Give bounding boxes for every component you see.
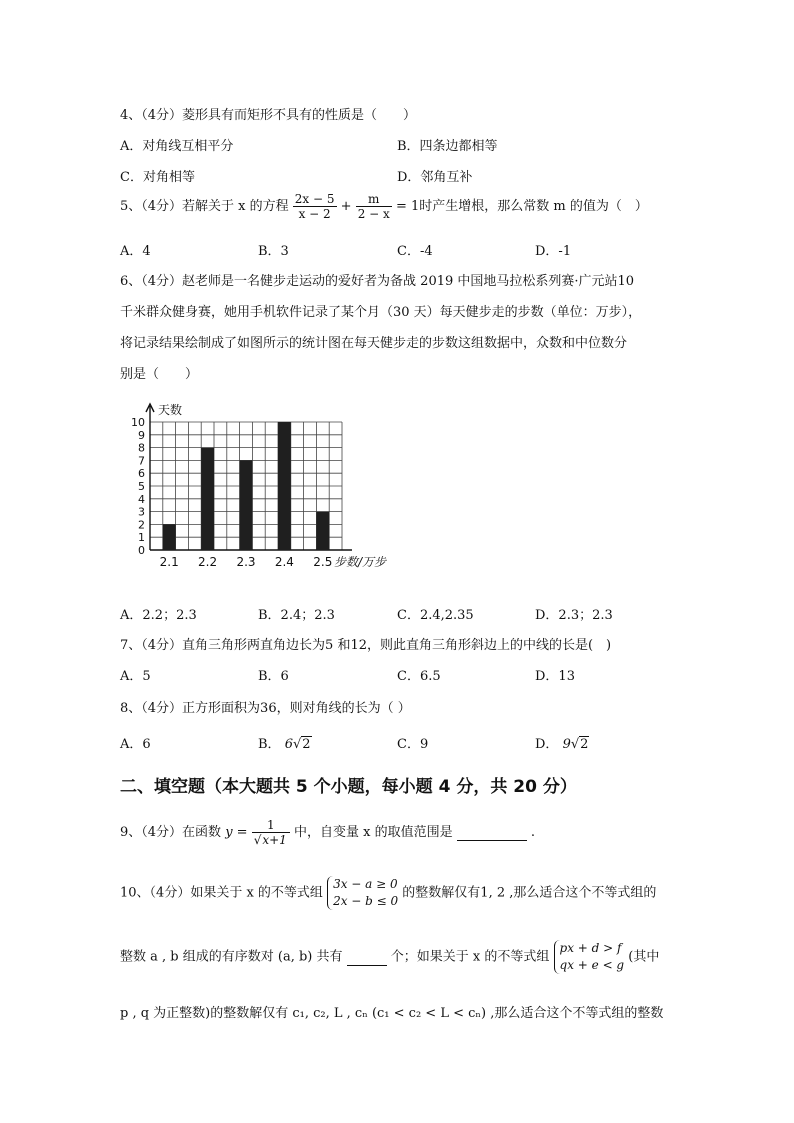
q9-answer-blank[interactable] (457, 825, 527, 841)
q9-pre: 9、（4分）在函数 (120, 825, 222, 840)
q6-option-d: D．2.3；2.3 (535, 608, 613, 623)
y-tick-label: 8 (138, 441, 145, 455)
q9-post: 中，自变量 x 的取值范围是 (293, 825, 453, 840)
q9-y: y = (225, 825, 248, 840)
q10-line-2 (120, 940, 659, 974)
q10-system-1-row-1: 3x − a ≥ 0 (333, 877, 398, 891)
y-tick-label: 0 (138, 544, 145, 557)
q4-option-d: D．邻角互补 (397, 170, 473, 185)
q10-system-2-row-2: qx + e < g (559, 958, 625, 972)
q4-option-c: C．对角相等 (120, 170, 195, 185)
q8-stem: 8、（4分）正方形面积为36，则对角线的长为（ ） (120, 701, 411, 716)
x-tick-label: 2.4 (274, 555, 294, 569)
q6-line-1: 6、（4分）赵老师是一名健步走运动的爱好者为备战 2019 中国地马拉松系列赛·广元站10 (120, 274, 635, 289)
q8-option-b: B． 6√2 (258, 737, 311, 752)
q4-stem: 4、（4分）菱形具有而矩形不具有的性质是（ ） (120, 108, 417, 123)
q9-radicand: x+1 (262, 833, 287, 847)
q10-line-2-post: (其中 (628, 949, 660, 965)
q9-end: . (530, 825, 535, 840)
q10-line-3: p , q 为正整数)的整数解仅有 c₁, c₂, L , cₙ (c₁ < c₂ < L < cₙ) ,那么适合这个不等式组的整数 (120, 1006, 664, 1021)
y-tick-label: 6 (138, 467, 145, 481)
q10-line-2-mid: 个；如果关于 x 的不等式组 (390, 949, 550, 965)
q4-option-b: B．四条边都相等 (397, 139, 498, 154)
y-tick-label: 4 (138, 492, 145, 506)
q7-option-b: B．6 (258, 669, 289, 684)
q5-fraction-2-num: m (356, 192, 392, 207)
q8-option-b-label: B． (258, 737, 281, 752)
q10-system-2-row-1: px + d > f (559, 941, 622, 955)
y-tick-label: 1 (138, 531, 145, 545)
q5-fraction-1-den: x − 2 (298, 207, 331, 221)
q5-option-c: C．-4 (397, 244, 433, 259)
q8-option-b-coef: 6 (284, 737, 293, 752)
q8-option-d-coef: 9 (562, 737, 571, 752)
bar-2.5 (316, 512, 329, 550)
q6-line-2: 千米群众健身赛，她用手机软件记录了某个月（30 天）每天健步走的步数（单位：万步）， (120, 305, 642, 320)
q5-fraction-1-num: 2x − 5 (294, 192, 335, 206)
q5-stem-post: = 1时产生增根，那么常数 m 的值为（ ） (395, 199, 648, 214)
q9-fraction (252, 818, 290, 847)
section-2-title: 二、填空题（本大题共 5 个小题，每小题 4 分，共 20 分） (120, 777, 577, 797)
x-tick-label: 2.5 (313, 555, 333, 569)
step-count-bar-chart (130, 398, 387, 580)
y-tick-label: 9 (138, 428, 145, 442)
x-tick-label: 2.3 (236, 555, 256, 569)
q5-fraction-1 (293, 192, 337, 221)
y-tick-label: 3 (138, 505, 145, 519)
q6-line-4: 别是（ ） (120, 367, 199, 382)
y-tick-label: 5 (138, 480, 145, 493)
q7-stem: 7、（4分）直角三角形两直角边长为5 和12，则此直角三角形斜边上的中线的长是( ) (120, 638, 612, 653)
q7-option-d: D．13 (535, 669, 575, 684)
q9-stem (120, 818, 535, 847)
q8-option-b-radicand: 2 (302, 737, 311, 752)
bar-2.4 (278, 422, 291, 550)
bar-2.2 (201, 448, 214, 550)
y-axis-label: 天数 (158, 403, 183, 417)
q10-post-1: 的整数解仅有1, 2 ,那么适合这个不等式组的 (402, 885, 657, 901)
q8-option-d-label: D． (535, 737, 559, 752)
q7-option-a: A．5 (120, 669, 151, 684)
x-tick-label: 2.1 (159, 555, 179, 569)
y-tick-label: 2 (138, 518, 145, 532)
q5-fraction-2-den: 2 − x (357, 207, 390, 221)
q10-line-1 (120, 876, 656, 910)
q6-option-a: A．2.2；2.3 (120, 608, 197, 623)
q10-pre: 10、（4分）如果关于 x 的不等式组 (120, 885, 323, 901)
q8-option-a: A．6 (120, 737, 151, 752)
bar-2.3 (240, 460, 253, 550)
q5-option-b: B．3 (258, 244, 289, 259)
q8-option-c: C．9 (397, 737, 429, 752)
q5-stem (120, 192, 648, 221)
q8-option-d-radicand: 2 (580, 737, 589, 752)
y-tick-label: 7 (138, 454, 145, 468)
q7-option-c: C．6.5 (397, 669, 441, 684)
q4-option-a: A．对角线互相平分 (120, 139, 234, 154)
x-tick-label: 2.2 (198, 555, 218, 569)
q10-system-1-row-2: 2x − b ≤ 0 (333, 894, 399, 908)
q5-plus: + (340, 199, 352, 214)
q5-option-d: D．-1 (535, 244, 572, 259)
q10-line-2-pre: 整数 a , b 组成的有序数对 (a, b) 共有 (120, 949, 343, 965)
q9-fraction-den: √x+1 (253, 833, 287, 847)
x-axis-label: 步数/万步 (334, 555, 387, 569)
q5-stem-pre: 5、（4分）若解关于 x 的方程 (120, 199, 289, 214)
y-tick-label: 10 (131, 416, 145, 429)
q10-system-2 (554, 940, 625, 974)
q9-fraction-num: 1 (252, 818, 290, 833)
q6-line-3: 将记录结果绘制成了如图所示的统计图在每天健步走的步数这组数据中，众数和中位数分 (120, 336, 628, 351)
q6-option-c: C．2.4,2.35 (397, 608, 474, 623)
q10-system-1 (327, 876, 398, 910)
q10-answer-blank[interactable] (347, 950, 387, 966)
q5-option-a: A．4 (120, 244, 151, 259)
q6-option-b: B．2.4；2.3 (258, 608, 335, 623)
q5-fraction-2 (356, 192, 392, 221)
q8-option-d: D． 9√2 (535, 737, 589, 752)
bar-2.1 (163, 524, 176, 550)
